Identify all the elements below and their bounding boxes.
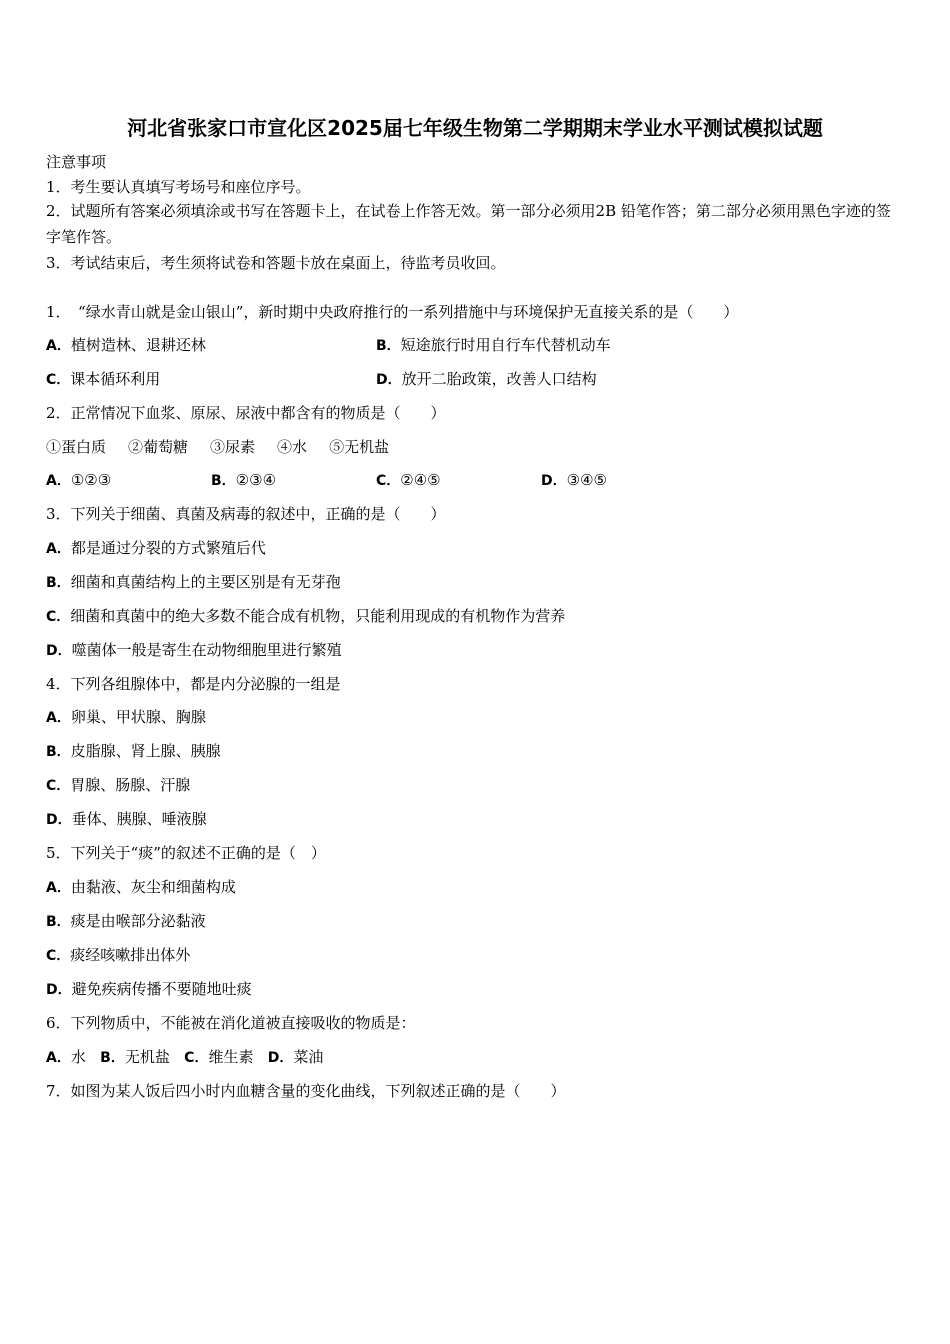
option-label: A． [46,1050,71,1066]
option-text: 菜油 [293,1048,324,1066]
option-label: C． [46,372,71,388]
item: ②葡萄糖 [128,438,189,456]
option-label: B． [100,1050,125,1066]
option-label: D． [541,473,567,489]
option-d [376,369,597,390]
option-label: C． [184,1050,209,1066]
option-a [46,470,111,491]
notice-item: 3．考试结束后，考生须将试卷和答题卡放在桌面上，待监考员收回。 [46,254,506,272]
option-label: A． [46,473,71,489]
option-text: 都是通过分裂的方式繁殖后代 [70,539,266,557]
option-text: 噬菌体一般是寄生在动物细胞里进行繁殖 [71,641,342,659]
option-text: 卵巢、甲状腺、胸腺 [70,708,206,726]
item: ⑤无机盐 [329,438,390,456]
option-label: C． [46,948,71,964]
option-a [46,877,236,898]
option-label: D． [267,1050,294,1066]
option-c [46,369,160,390]
option-text: 无机盐 [124,1048,170,1066]
option-text: 痰是由喉部分泌黏液 [70,912,206,930]
option-text: ①②③ [70,471,112,489]
option-text: 皮脂腺、肾上腺、胰腺 [70,742,221,760]
option-label: A． [46,541,71,557]
option-text: 痰经咳嗽排出体外 [70,946,191,964]
option-a [46,335,206,356]
option-label: B． [376,338,401,354]
question-stem: 5．下列关于“痰”的叙述不正确的是（ ） [46,844,326,862]
option-text: 垂体、胰腺、唾液腺 [71,810,207,828]
option-label: D． [46,812,72,828]
question-stem: 1． “绿水青山就是金山银山”，新时期中央政府推行的一系列措施中与环境保护无直接关系的是（ ） [46,303,739,321]
question-stem: 2．正常情况下血浆、原尿、尿液中都含有的物质是（ ） [46,404,446,422]
option-text: 课本循环利用 [70,370,161,388]
option-b [46,572,341,593]
notice-item: 1．考生要认真填写考场号和座位序号。 [46,178,311,196]
option-text: 细菌和真菌中的绝大多数不能合成有机物，只能利用现成的有机物作为营养 [70,607,566,625]
notice-item: 2．试题所有答案必须填涂或书写在答题卡上，在试卷上作答无效。第一部分必须用2B 铅笔作答；第二部分必须用黑色字迹的签字笔作答。 [46,202,891,246]
option-text: 胃腺、肠腺、汗腺 [70,776,191,794]
question-stem: 6．下列物质中，不能被在消化道被直接吸收的物质是： [46,1014,416,1032]
option-label: A． [46,880,71,896]
option-text: 维生素 [208,1048,254,1066]
option-d [46,979,252,1000]
option-c [46,606,565,627]
option-text: ②④⑤ [400,471,441,489]
option-text: ②③④ [235,471,277,489]
option-a [46,707,206,728]
option-text: 放开二胎政策，改善人口结构 [401,370,597,388]
option-d [541,470,607,491]
option-c [46,945,190,966]
option-label: B． [46,575,71,591]
option-label: C． [46,778,71,794]
question-stem: 7．如图为某人饭后四小时内血糖含量的变化曲线，下列叙述正确的是（ ） [46,1082,566,1100]
notice-heading: 注意事项 [46,153,107,171]
question-stem: 3．下列关于细菌、真菌及病毒的叙述中，正确的是（ ） [46,505,446,523]
option-label: B． [46,744,71,760]
option-label: C． [376,473,401,489]
option-b [376,335,611,356]
option-text: ③④⑤ [566,471,607,489]
option-label: D． [46,982,72,998]
item: ①蛋白质 [46,438,107,456]
option-c [46,775,190,796]
option-text: 由黏液、灰尘和细菌构成 [70,878,236,896]
option-d [46,640,342,661]
option-text: 避免疾病传播不要随地吐痰 [71,980,252,998]
option-text: 细菌和真菌结构上的主要区别是有无芽孢 [70,573,341,591]
options-inline [46,1047,323,1068]
option-label: A． [46,710,71,726]
option-label: D． [46,643,72,659]
option-b [46,911,206,932]
option-label: C． [46,609,71,625]
option-d [46,809,207,830]
question-items [46,437,411,457]
option-label: D． [376,372,402,388]
option-a [46,538,266,559]
item: ③尿素 [210,438,256,456]
option-b [46,741,221,762]
option-label: A． [46,338,71,354]
option-text: 植树造林、退耕还林 [70,336,206,354]
option-b [211,470,276,491]
option-text: 水 [70,1048,86,1066]
question-stem: 4．下列各组腺体中，都是内分泌腺的一组是 [46,675,341,693]
page-title: 河北省张家口市宣化区2025届七年级生物第二学期期末学业水平测试模拟试题 [127,116,823,140]
option-c [376,470,441,491]
item: ④水 [277,438,308,456]
option-label: B． [211,473,236,489]
option-text: 短途旅行时用自行车代替机动车 [400,336,611,354]
option-label: B． [46,914,71,930]
